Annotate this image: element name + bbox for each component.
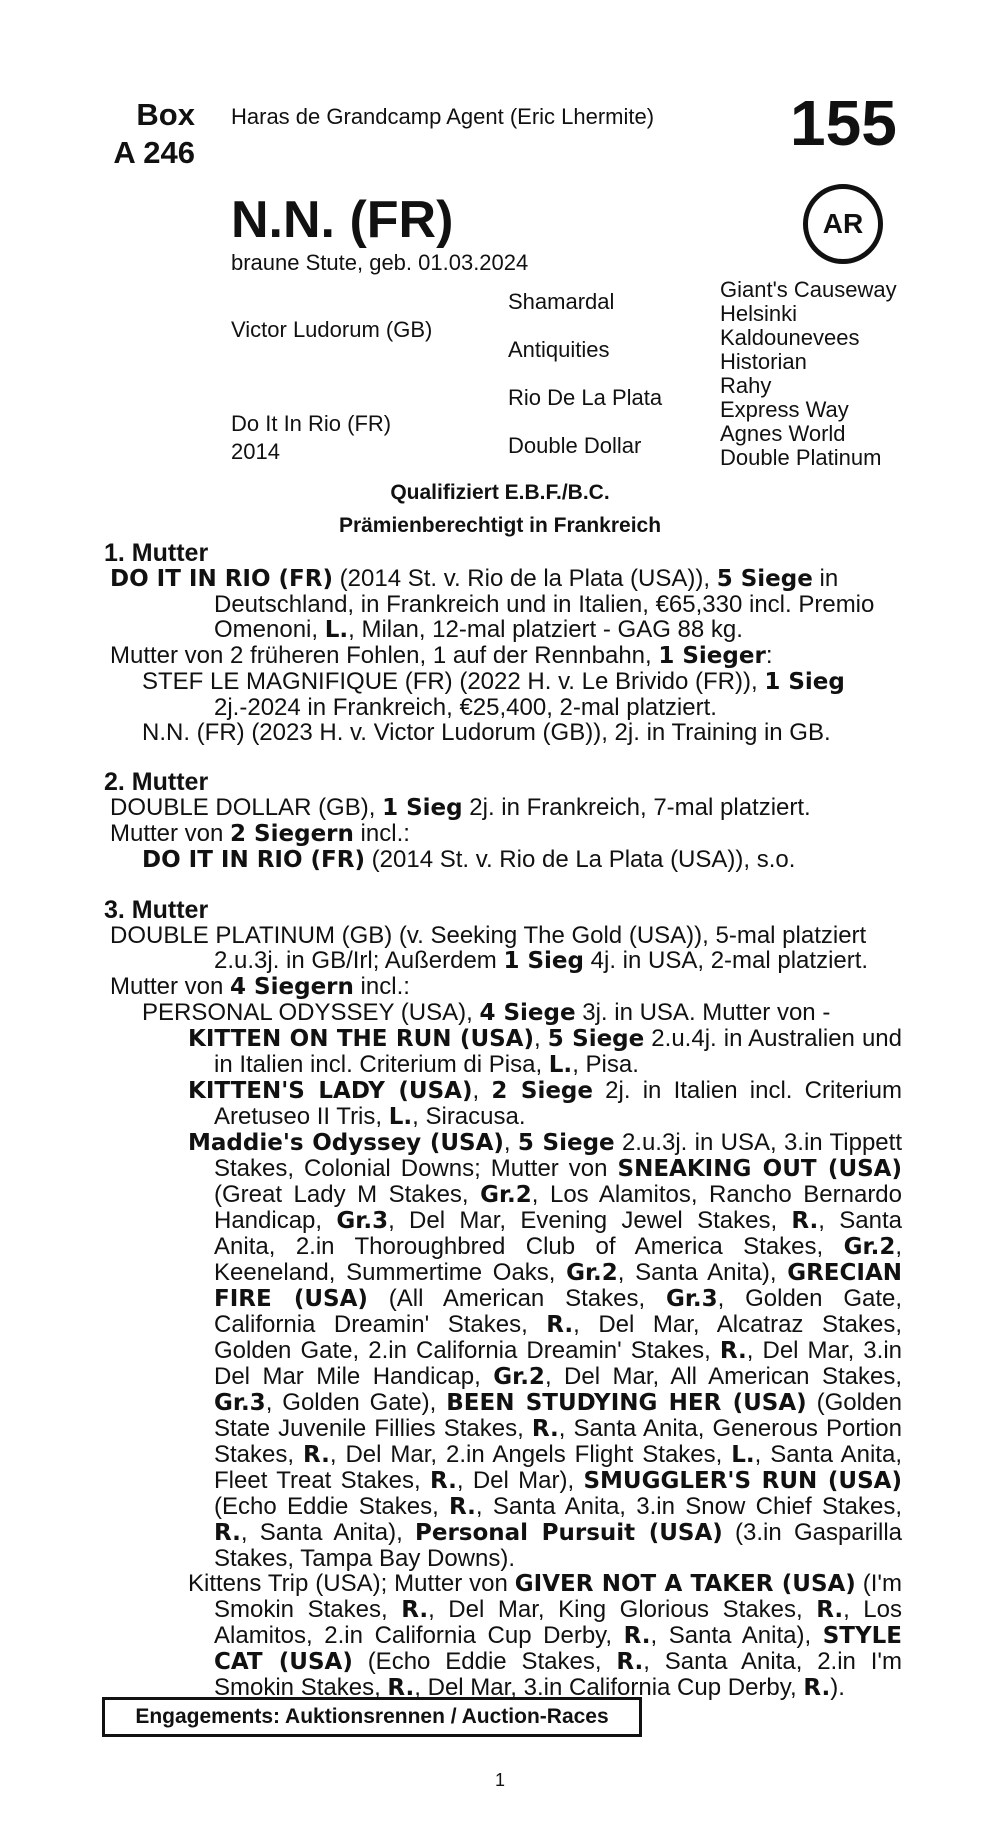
kt-bold: R. <box>387 1675 415 1701</box>
pedigree-sire: Victor Ludorum (GB) <box>231 317 433 342</box>
md-text: , <box>503 1129 518 1156</box>
md-text: (All American Stakes, <box>367 1285 666 1312</box>
md-bold: 5 Siege <box>517 1130 615 1156</box>
md-text: , Santa Anita), <box>240 1519 415 1546</box>
md-text: , Santa Anita), <box>617 1259 788 1286</box>
dam2-record <box>110 795 902 821</box>
k1-wins: 5 Siege <box>547 1026 645 1052</box>
page-number: 1 <box>494 1770 505 1790</box>
k2-text: , <box>472 1077 492 1104</box>
dam1-foal-2: N.N. (FR) (2023 H. v. Victor Ludorum (GB)), 2j. in Training in GB. <box>142 719 831 746</box>
pedigree-gen3-3: Kaldounevees <box>720 325 860 350</box>
dam1-wins: 5 Siege <box>716 566 813 592</box>
k2-listed: L. <box>388 1104 413 1130</box>
pedigree-gen3-5: Rahy <box>720 373 772 398</box>
md-text: (3.in Gasparilla Stakes, Tampa Bay Downs). <box>214 1519 902 1572</box>
dam2-foal-1 <box>110 847 902 873</box>
pedigree-gen3-7: Agnes World <box>720 421 846 446</box>
horse-description: braune Stute, geb. 01.03.2024 <box>231 250 529 275</box>
kittens-trip <box>110 1571 902 1701</box>
dam3-produce-text: incl.: <box>353 973 410 1000</box>
ar-badge <box>803 184 883 264</box>
md-bold: R. <box>449 1494 476 1520</box>
box-label-text: Box <box>136 97 195 132</box>
md-text: , Santa Anita, Fleet Treat Stakes, <box>214 1441 902 1494</box>
k2-text: 2j. in Italien incl. Criterium Aretuseo II Tris, <box>214 1077 902 1130</box>
dam2-produce-winners: 2 Siegern <box>230 821 354 847</box>
dam2-text: 2j. in Frankreich, 7-mal platziert. <box>462 794 811 821</box>
foal-text: STEF LE MAGNIFIQUE (FR) (2022 H. v. Le Brivido (FR)), <box>142 668 765 695</box>
md-text: , Los Alamitos, Rancho Bernardo Handicap, <box>214 1181 902 1234</box>
pedigree-gen2-4: Double Dollar <box>508 433 642 458</box>
kt-text: , Del Mar, King Glorious Stakes, <box>428 1596 817 1623</box>
md-text: , Keeneland, Summertime Oaks, <box>214 1233 902 1286</box>
dam3-record <box>110 923 902 974</box>
md-bold: Gr.3 <box>214 1390 266 1416</box>
dam1-foals <box>110 643 902 669</box>
k1-text: , <box>534 1025 548 1052</box>
k1-text: , Pisa. <box>572 1051 639 1078</box>
md-text: , Santa Anita, Generous Portion Stakes, <box>214 1415 902 1468</box>
md-bold: GRECIAN FIRE (USA) <box>214 1260 902 1312</box>
po-text: 3j. in USA. Mutter von - <box>575 999 831 1026</box>
dam2-heading: 2. Mutter <box>104 768 209 796</box>
foal-text: (2014 St. v. Rio de La Plata (USA)), s.o. <box>365 846 796 873</box>
md-text: , Del Mar, All American Stakes, <box>544 1363 903 1390</box>
pedigree-gen3-8: Double Platinum <box>720 445 882 470</box>
dam3-heading: 3. Mutter <box>104 896 209 924</box>
md-bold: Gr.2 <box>843 1234 896 1260</box>
dam1-foal-1 <box>110 669 902 720</box>
md-text: (Echo Eddie Stakes, <box>214 1493 450 1520</box>
pedigree-gen3-2: Helsinki <box>720 301 798 326</box>
engagements-box <box>102 1697 642 1737</box>
md-text: , Del Mar, 3.in Del Mar Mile Handicap, <box>214 1337 902 1390</box>
foal-text: 2j.-2024 in Frankreich, €25,400, 2-mal platziert. <box>214 694 717 721</box>
agent-name: Haras de Grandcamp Agent (Eric Lhermite) <box>231 104 655 129</box>
po-text: PERSONAL ODYSSEY (USA), <box>142 999 480 1026</box>
dam3-produce-winners: 4 Siegern <box>230 974 354 1000</box>
pedigree-dam-year: 2014 <box>231 439 280 464</box>
kt-text: Kittens Trip (USA); Mutter von <box>188 1570 515 1597</box>
md-bold: Gr.2 <box>566 1260 618 1286</box>
md-text: , Del Mar, Evening Jewel Stakes, <box>388 1207 792 1234</box>
kt-text: , Del Mar, 3.in California Cup Derby, <box>414 1674 804 1701</box>
dam1-foals-text: Mutter von 2 früheren Fohlen, 1 auf der Rennbahn, <box>110 642 659 669</box>
md-text: , Santa Anita, 3.in Snow Chief Stakes, <box>475 1493 902 1520</box>
kt-bold: GIVER NOT A TAKER (USA) <box>514 1571 856 1597</box>
dam1-record <box>110 566 902 643</box>
kt-text: (Echo Eddie Stakes, <box>352 1648 617 1675</box>
md-bold: R. <box>214 1520 241 1546</box>
dam1-text: (2014 St. v. Rio de la Plata (USA)), <box>333 565 717 592</box>
kt-text: , Los Alamitos, 2.in California Cup Derby, <box>214 1596 902 1649</box>
md-text: (Great Lady M Stakes, <box>214 1181 481 1208</box>
pedigree-gen2-3: Rio De La Plata <box>508 385 663 410</box>
pedigree-gen2-2: Antiquities <box>508 337 610 362</box>
dam1-text: , Milan, 12-mal platziert - GAG 88 kg. <box>348 616 743 643</box>
md-bold: BEEN STUDYING HER (USA) <box>446 1390 807 1416</box>
md-bold: Gr.2 <box>493 1364 545 1390</box>
kt-bold: STYLE CAT (USA) <box>214 1623 903 1675</box>
dam1-foals-text: : <box>765 642 773 669</box>
horse-name: N.N. (FR) <box>231 191 454 249</box>
md-text: , Del Mar, 2.in Angels Flight Stakes, <box>329 1441 732 1468</box>
k2-wins: 2 Siege <box>491 1078 593 1104</box>
md-bold: R. <box>791 1208 819 1234</box>
md-text: , Santa Anita, 2.in Thoroughbred Club of America Stakes, <box>214 1207 902 1260</box>
kt-text: , Santa Anita), <box>650 1622 823 1649</box>
md-bold: R. <box>719 1338 747 1364</box>
kt-text: ). <box>830 1674 845 1701</box>
maddies-odyssey <box>110 1130 902 1571</box>
box-label <box>100 96 195 172</box>
dam1-foals-winners: 1 Sieger <box>658 643 766 669</box>
dam3-produce <box>110 974 902 1000</box>
qualification-ebf: Qualifiziert E.B.F./B.C. <box>390 481 610 504</box>
personal-odyssey <box>110 1000 902 1026</box>
md-name: Maddie's Odyssey (USA) <box>188 1130 504 1156</box>
md-bold: L. <box>731 1442 755 1468</box>
pedigree-gen3 <box>720 278 897 470</box>
kt-bold: R. <box>616 1649 644 1675</box>
dam2-wins: 1 Sieg <box>382 795 463 821</box>
dam3-produce-text: Mutter von <box>110 973 231 1000</box>
kt-text: (I'm Smokin Stakes, <box>214 1570 902 1623</box>
catalogue-body <box>104 539 903 1701</box>
dam1-name: DO IT IN RIO (FR) <box>110 566 333 592</box>
kittens-lady <box>110 1078 902 1130</box>
pedigree-gen2-1: Shamardal <box>508 289 615 314</box>
md-text: (Golden State Juvenile Fillies Stakes, <box>214 1389 902 1442</box>
dam2-produce-text: incl.: <box>353 820 410 847</box>
kt-bold: R. <box>803 1675 831 1701</box>
box-number: A 246 <box>113 135 195 170</box>
dam3-text: DOUBLE PLATINUM (GB) (v. Seeking The Gold (USA)), 5-mal platziert 2.u.3j. in GB/Irl; Außerdem <box>110 922 867 974</box>
md-bold: Gr.3 <box>336 1208 389 1234</box>
foal-name: DO IT IN RIO (FR) <box>142 847 365 873</box>
k1-listed: L. <box>548 1052 573 1078</box>
kt-bold: R. <box>401 1597 429 1623</box>
md-bold: R. <box>546 1312 574 1338</box>
md-bold: Personal Pursuit (USA) <box>415 1520 723 1546</box>
md-bold: Gr.3 <box>665 1286 718 1312</box>
dam3-wins: 1 Sieg <box>503 948 584 974</box>
dam1-text: in Deutschland, in Frankreich und in Italien, €65,330 incl. Premio Omenoni, <box>214 565 875 643</box>
md-bold: R. <box>531 1416 559 1442</box>
md-bold: R. <box>429 1468 457 1494</box>
dam2-produce <box>110 821 902 847</box>
qualification-premium: Prämienberechtigt in Frankreich <box>338 514 662 537</box>
dam1-heading: 1. Mutter <box>104 539 209 567</box>
k1-name: KITTEN ON THE RUN (USA) <box>188 1026 534 1052</box>
dam2-text: DOUBLE DOLLAR (GB), <box>110 794 383 821</box>
md-text: , Golden Gate, California Dreamin' Stakes, <box>214 1285 903 1338</box>
engagements-text: Engagements: Auktionsrennen / Auction-Races <box>135 1705 609 1728</box>
dam2-produce-text: Mutter von <box>110 820 231 847</box>
kitten-on-the-run <box>110 1026 902 1078</box>
pedigree-gen3-1: Giant's Causeway <box>720 277 897 302</box>
lot-number: 155 <box>790 87 897 159</box>
md-text: , Golden Gate), <box>265 1389 447 1416</box>
dam3-text: 4j. in USA, 2-mal platziert. <box>583 947 869 974</box>
kt-text: , Santa Anita, 2.in I'm Smokin Stakes, <box>214 1648 902 1701</box>
pedigree-dam: Do It In Rio (FR) <box>231 411 392 436</box>
md-bold: SMUGGLER'S RUN (USA) <box>583 1468 902 1494</box>
k2-text: , Siracusa. <box>412 1103 526 1130</box>
k1-text: 2.u.4j. in Australien und in Italien incl. Criterium di Pisa, <box>214 1025 902 1078</box>
kt-bold: R. <box>623 1623 651 1649</box>
ar-badge-label: AR <box>822 208 864 239</box>
foal-wins: 1 Sieg <box>764 669 845 695</box>
pedigree-gen3-6: Express Way <box>720 397 849 422</box>
po-wins: 4 Siege <box>479 1000 576 1026</box>
kt-bold: R. <box>816 1597 844 1623</box>
md-text: , Del Mar), <box>456 1467 584 1494</box>
md-text: , Del Mar, Alcatraz Stakes, Golden Gate, 2.in California Dreamin' Stakes, <box>214 1311 902 1364</box>
md-bold: SNEAKING OUT (USA) <box>617 1156 902 1182</box>
md-bold: Gr.2 <box>480 1182 532 1208</box>
pedigree-gen3-4: Historian <box>720 349 807 374</box>
md-text: 2.u.3j. in USA, 3.in Tippett Stakes, Colonial Downs; Mutter von <box>214 1129 902 1182</box>
k2-name: KITTEN'S LADY (USA) <box>188 1078 473 1104</box>
dam1-listed: L. <box>324 617 349 643</box>
md-bold: R. <box>302 1442 330 1468</box>
